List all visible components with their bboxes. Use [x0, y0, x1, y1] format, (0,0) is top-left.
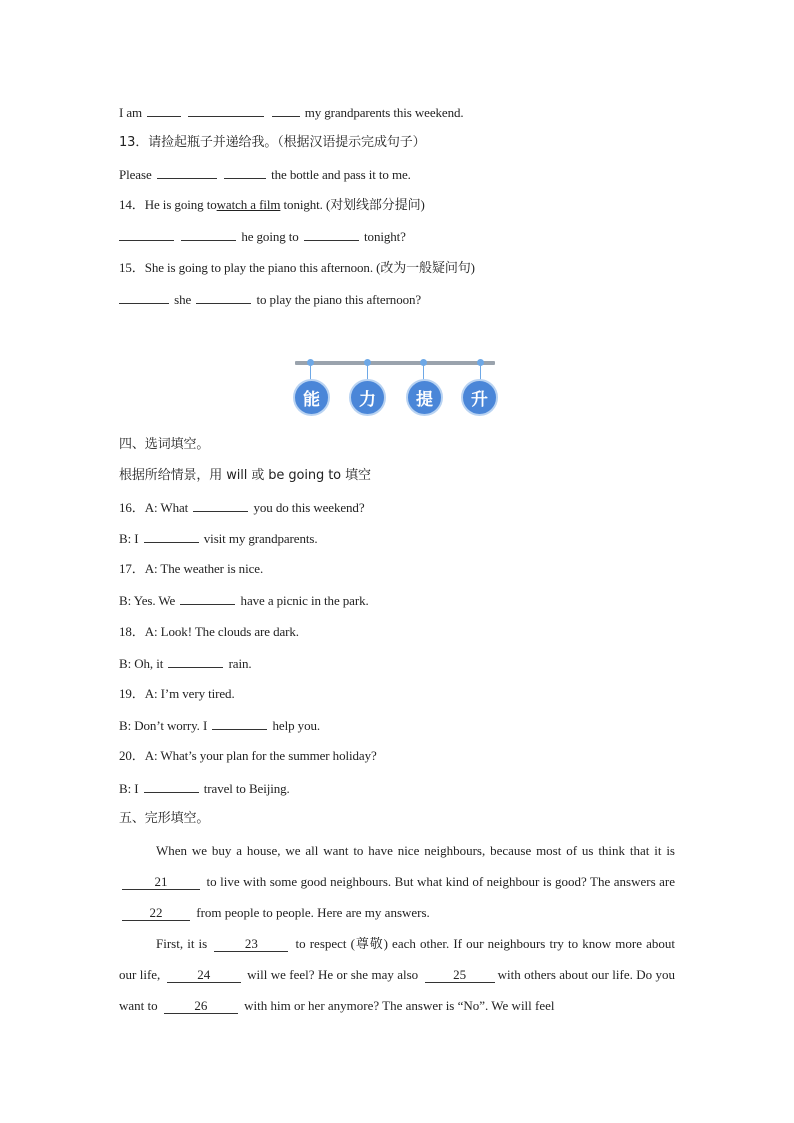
- text: 16．A: What: [119, 500, 189, 515]
- answer-blank[interactable]: [181, 227, 236, 241]
- text: B: I: [119, 531, 139, 546]
- answer-blank[interactable]: [224, 165, 266, 179]
- question-19-b: [119, 716, 320, 735]
- answer-blank[interactable]: [119, 227, 174, 241]
- cloze-blank-25[interactable]: 25: [425, 967, 495, 983]
- text: First, it is: [156, 936, 208, 951]
- exercise-line-14-answer: [119, 227, 406, 246]
- answer-blank[interactable]: [272, 103, 300, 117]
- banner-stem: [423, 365, 424, 380]
- exercise-line-15-answer: [119, 290, 421, 309]
- text: have a picnic in the park.: [240, 593, 369, 608]
- answer-blank[interactable]: [188, 103, 264, 117]
- banner-stem: [310, 365, 311, 380]
- text: she: [174, 292, 192, 307]
- answer-blank[interactable]: [157, 165, 217, 179]
- answer-blank[interactable]: [119, 290, 169, 304]
- text: I am: [119, 105, 143, 120]
- question-18-b: [119, 654, 252, 673]
- cloze-blank-24[interactable]: 24: [167, 967, 241, 983]
- answer-blank[interactable]: [193, 498, 248, 512]
- banner-char: 升: [461, 379, 498, 416]
- underlined-phrase: watch a film: [216, 197, 281, 212]
- text: B: Yes. We: [119, 593, 176, 608]
- text: you do this weekend?: [253, 500, 365, 515]
- answer-blank[interactable]: [212, 716, 267, 730]
- text: to respect (尊敬) each other. If our neighbours try to know more about our life,: [119, 936, 675, 982]
- banner-stem: [480, 365, 481, 380]
- answer-blank[interactable]: [304, 227, 359, 241]
- banner-char: 能: [293, 379, 330, 416]
- cloze-paragraph-2: [119, 928, 675, 1021]
- banner-char: 力: [349, 379, 386, 416]
- answer-blank[interactable]: [144, 529, 199, 543]
- answer-blank[interactable]: [144, 779, 199, 793]
- answer-blank[interactable]: [147, 103, 181, 117]
- cloze-blank-22[interactable]: 22: [122, 905, 190, 921]
- text: with others about our life. Do you want to: [119, 967, 676, 1013]
- question-14: [119, 196, 425, 214]
- text: will we feel? He or she may also: [247, 967, 419, 982]
- answer-blank[interactable]: [168, 654, 223, 668]
- text: Please: [119, 167, 152, 182]
- text: from people to people. Here are my answers.: [196, 905, 430, 920]
- text: travel to Beijing.: [203, 781, 290, 796]
- banner-char: 提: [406, 379, 443, 416]
- section-4-instruction: 根据所给情景，用 will 或 be going to 填空: [119, 468, 371, 483]
- question-20-b: [119, 779, 290, 798]
- question-19-a: 19．A: I’m very tired.: [119, 686, 235, 701]
- question-18-a: 18．A: Look! The clouds are dark.: [119, 624, 299, 639]
- question-16-a: [119, 498, 365, 517]
- text: When we buy a house, we all want to have nice neighbours, because most of us think that it is: [156, 843, 675, 858]
- cloze-paragraph-1: [119, 835, 675, 928]
- banner-bar: [295, 361, 495, 365]
- text: he going to: [241, 229, 299, 244]
- cloze-blank-21[interactable]: 21: [122, 874, 200, 890]
- cloze-blank-23[interactable]: 23: [214, 936, 288, 952]
- cloze-blank-26[interactable]: 26: [164, 998, 238, 1014]
- question-13: 13．请捡起瓶子并递给我。（根据汉语提示完成句子）: [119, 135, 426, 150]
- text: B: I: [119, 781, 139, 796]
- text: to live with some good neighbours. But what kind of neighbour is good? The answers are: [206, 874, 676, 889]
- text: 14．He is going to: [119, 197, 217, 212]
- answer-blank[interactable]: [180, 591, 235, 605]
- question-16-b: [119, 529, 317, 548]
- text: with him or her anymore? The answer is “No”. We will feel: [244, 998, 555, 1013]
- text: tonight. (对划线部分提问): [283, 197, 425, 212]
- text: tonight?: [364, 229, 406, 244]
- question-17-b: [119, 591, 369, 610]
- text: help you.: [272, 718, 321, 733]
- text: B: Don’t worry. I: [119, 718, 208, 733]
- question-17-a: 17．A: The weather is nice.: [119, 561, 264, 576]
- text: B: Oh, it: [119, 656, 164, 671]
- text: to play the piano this afternoon?: [256, 292, 422, 307]
- section-4-title: 四、选词填空。: [119, 437, 210, 452]
- question-20-a: 20．A: What’s your plan for the summer holiday?: [119, 748, 377, 763]
- text: the bottle and pass it to me.: [271, 167, 411, 182]
- exercise-line-13-answer: [119, 165, 411, 184]
- text: my grandparents this weekend.: [304, 105, 464, 120]
- answer-blank[interactable]: [196, 290, 251, 304]
- question-15: 15．She is going to play the piano this afternoon. (改为一般疑问句): [119, 260, 475, 275]
- text: rain.: [228, 656, 252, 671]
- section-5-title: 五、完形填空。: [119, 811, 210, 826]
- exercise-line-12-answer: [119, 103, 464, 122]
- text: visit my grandparents.: [203, 531, 318, 546]
- banner-stem: [367, 365, 368, 380]
